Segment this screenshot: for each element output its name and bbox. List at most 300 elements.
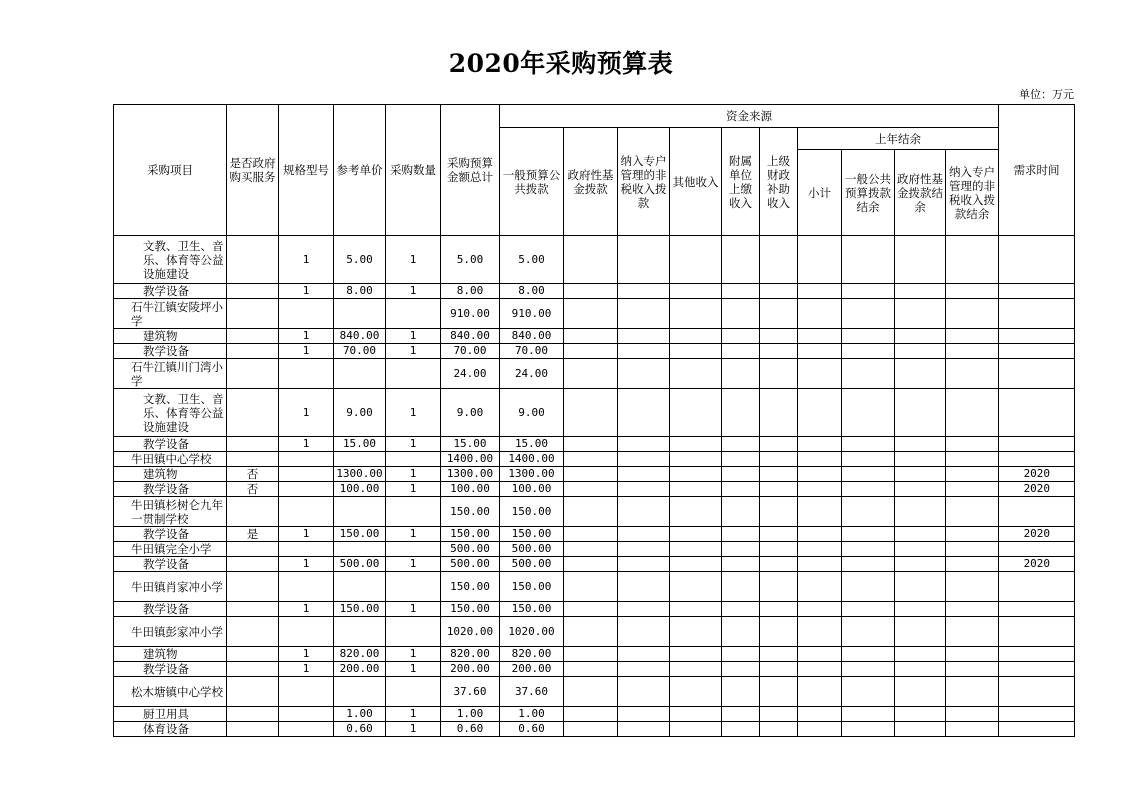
cell-item (114, 284, 227, 299)
cell-empty (618, 617, 670, 647)
cell-empty (722, 299, 760, 329)
cell-empty (842, 647, 895, 662)
cell-empty (842, 344, 895, 359)
table-row (114, 572, 1075, 602)
cell-gov-service (227, 677, 279, 707)
cell-item (114, 662, 227, 677)
item-name: 教学设备 (143, 437, 189, 451)
item-name: 牛田镇杉树仑九年一贯制学校 (131, 497, 223, 526)
cell-empty (670, 497, 722, 527)
cell-unit-price: 150.00 (334, 602, 386, 617)
cell-spec: 1 (279, 557, 334, 572)
cell-empty (760, 482, 798, 497)
cell-empty (670, 452, 722, 467)
item-name: 教学设备 (143, 602, 189, 616)
item-name: 体育设备 (143, 722, 189, 736)
cell-empty (842, 497, 895, 527)
table-row (114, 722, 1075, 737)
cell-empty (946, 527, 999, 542)
cell-empty (760, 542, 798, 557)
cell-general-budget: 5.00 (500, 236, 564, 284)
cell-quantity (386, 677, 441, 707)
cell-empty (798, 662, 842, 677)
cell-empty (564, 299, 618, 329)
cell-empty (670, 467, 722, 482)
cell-general-budget: 15.00 (500, 437, 564, 452)
cell-gov-service (227, 542, 279, 557)
cell-quantity: 1 (386, 467, 441, 482)
cell-empty (618, 236, 670, 284)
header-prev-balance: 上年结余 (798, 128, 999, 150)
cell-empty (564, 617, 618, 647)
header-gov-service: 是否政府购买服务 (227, 105, 279, 236)
cell-general-budget: 1300.00 (500, 467, 564, 482)
cell-spec (279, 707, 334, 722)
cell-empty (842, 467, 895, 482)
cell-empty (564, 344, 618, 359)
cell-total: 0.60 (441, 722, 500, 737)
cell-gov-service (227, 329, 279, 344)
unit-label: 单位：万元 (1019, 88, 1074, 101)
cell-unit-price (334, 617, 386, 647)
cell-empty (946, 677, 999, 707)
cell-empty (760, 452, 798, 467)
cell-need-time: 2020 (999, 467, 1075, 482)
header-other-income: 其他收入 (670, 128, 722, 236)
cell-need-time (999, 437, 1075, 452)
cell-empty (618, 452, 670, 467)
cell-need-time (999, 389, 1075, 437)
cell-empty (895, 299, 946, 329)
cell-empty (618, 437, 670, 452)
cell-spec (279, 299, 334, 329)
cell-empty (760, 677, 798, 707)
cell-empty (842, 389, 895, 437)
cell-empty (670, 329, 722, 344)
cell-spec (279, 572, 334, 602)
cell-empty (760, 467, 798, 482)
cell-total: 1.00 (441, 707, 500, 722)
cell-empty (946, 542, 999, 557)
cell-item (114, 617, 227, 647)
cell-empty (946, 482, 999, 497)
cell-empty (618, 647, 670, 662)
cell-empty (722, 329, 760, 344)
cell-gov-service (227, 497, 279, 527)
table-row (114, 617, 1075, 647)
item-name: 教学设备 (143, 344, 189, 358)
cell-unit-price: 15.00 (334, 437, 386, 452)
item-name: 建筑物 (143, 647, 178, 661)
cell-empty (895, 707, 946, 722)
cell-empty (722, 452, 760, 467)
cell-empty (895, 662, 946, 677)
cell-gov-service (227, 389, 279, 437)
item-name: 教学设备 (143, 284, 189, 298)
item-name: 厨卫用具 (143, 707, 189, 721)
cell-empty (760, 389, 798, 437)
budget-table (113, 104, 1075, 737)
cell-unit-price: 840.00 (334, 329, 386, 344)
table-row (114, 557, 1075, 572)
cell-total: 5.00 (441, 236, 500, 284)
cell-item (114, 497, 227, 527)
cell-spec: 1 (279, 236, 334, 284)
cell-empty (895, 389, 946, 437)
cell-general-budget: 37.60 (500, 677, 564, 707)
table-row (114, 329, 1075, 344)
cell-empty (798, 284, 842, 299)
cell-empty (670, 707, 722, 722)
cell-gov-service (227, 359, 279, 389)
cell-empty (842, 359, 895, 389)
cell-need-time (999, 236, 1075, 284)
table-row (114, 647, 1075, 662)
cell-empty (564, 602, 618, 617)
cell-empty (670, 647, 722, 662)
item-name: 松木塘镇中心学校 (131, 684, 223, 699)
cell-empty (946, 572, 999, 602)
cell-empty (842, 437, 895, 452)
cell-empty (798, 344, 842, 359)
cell-quantity (386, 572, 441, 602)
cell-empty (670, 299, 722, 329)
item-name: 教学设备 (143, 482, 189, 496)
page-title: 2020年采购预算表 (448, 49, 674, 78)
cell-gov-service (227, 299, 279, 329)
cell-general-budget: 9.00 (500, 389, 564, 437)
cell-total: 150.00 (441, 572, 500, 602)
cell-total: 100.00 (441, 482, 500, 497)
cell-empty (722, 542, 760, 557)
cell-empty (564, 359, 618, 389)
cell-quantity: 1 (386, 437, 441, 452)
cell-general-budget: 150.00 (500, 602, 564, 617)
cell-empty (722, 344, 760, 359)
cell-general-budget: 200.00 (500, 662, 564, 677)
cell-empty (798, 527, 842, 542)
cell-empty (760, 707, 798, 722)
cell-spec: 1 (279, 602, 334, 617)
cell-empty (760, 284, 798, 299)
cell-quantity: 1 (386, 236, 441, 284)
header-affiliated: 附属单位上缴收入 (722, 128, 760, 236)
cell-empty (842, 284, 895, 299)
cell-general-budget: 500.00 (500, 542, 564, 557)
cell-empty (842, 236, 895, 284)
cell-empty (760, 236, 798, 284)
cell-empty (564, 482, 618, 497)
cell-empty (842, 329, 895, 344)
cell-spec (279, 542, 334, 557)
cell-need-time (999, 284, 1075, 299)
cell-empty (564, 722, 618, 737)
cell-gov-service (227, 647, 279, 662)
cell-empty (760, 344, 798, 359)
cell-empty (670, 236, 722, 284)
cell-empty (895, 572, 946, 602)
cell-empty (564, 437, 618, 452)
cell-empty (798, 359, 842, 389)
cell-empty (564, 329, 618, 344)
cell-quantity: 1 (386, 602, 441, 617)
cell-empty (618, 677, 670, 707)
cell-unit-price: 200.00 (334, 662, 386, 677)
cell-empty (798, 236, 842, 284)
cell-empty (618, 662, 670, 677)
cell-empty (895, 236, 946, 284)
cell-quantity: 1 (386, 647, 441, 662)
cell-quantity (386, 497, 441, 527)
cell-gov-service: 否 (227, 482, 279, 497)
cell-empty (946, 707, 999, 722)
cell-item (114, 329, 227, 344)
cell-empty (618, 284, 670, 299)
table-row (114, 344, 1075, 359)
cell-empty (895, 329, 946, 344)
cell-empty (895, 482, 946, 497)
header-need-time: 需求时间 (999, 105, 1075, 236)
cell-quantity (386, 452, 441, 467)
cell-unit-price (334, 452, 386, 467)
cell-quantity: 1 (386, 707, 441, 722)
cell-quantity (386, 299, 441, 329)
item-name: 牛田镇肖家冲小学 (131, 579, 223, 594)
header-gov-fund: 政府性基金拨款 (564, 128, 618, 236)
cell-unit-price (334, 299, 386, 329)
cell-empty (618, 299, 670, 329)
cell-general-budget: 910.00 (500, 299, 564, 329)
cell-empty (842, 602, 895, 617)
cell-empty (895, 452, 946, 467)
cell-quantity: 1 (386, 557, 441, 572)
cell-empty (722, 602, 760, 617)
cell-empty (946, 602, 999, 617)
cell-empty (946, 236, 999, 284)
cell-general-budget: 1.00 (500, 707, 564, 722)
cell-empty (842, 527, 895, 542)
cell-item (114, 236, 227, 284)
cell-empty (722, 527, 760, 542)
cell-empty (842, 557, 895, 572)
cell-total: 24.00 (441, 359, 500, 389)
cell-empty (670, 437, 722, 452)
cell-empty (798, 437, 842, 452)
cell-general-budget: 100.00 (500, 482, 564, 497)
cell-empty (842, 617, 895, 647)
cell-gov-service (227, 344, 279, 359)
cell-empty (618, 482, 670, 497)
cell-total: 1400.00 (441, 452, 500, 467)
cell-unit-price (334, 359, 386, 389)
cell-empty (760, 557, 798, 572)
cell-empty (564, 662, 618, 677)
cell-item (114, 542, 227, 557)
cell-empty (798, 602, 842, 617)
cell-empty (895, 722, 946, 737)
cell-unit-price: 5.00 (334, 236, 386, 284)
cell-empty (798, 707, 842, 722)
cell-empty (564, 677, 618, 707)
table-row (114, 284, 1075, 299)
cell-empty (564, 236, 618, 284)
cell-gov-service (227, 707, 279, 722)
cell-empty (895, 359, 946, 389)
cell-general-budget: 1020.00 (500, 617, 564, 647)
cell-empty (722, 359, 760, 389)
cell-need-time (999, 707, 1075, 722)
cell-total: 150.00 (441, 497, 500, 527)
cell-total: 1020.00 (441, 617, 500, 647)
cell-empty (564, 647, 618, 662)
table-row (114, 497, 1075, 527)
cell-item (114, 527, 227, 542)
cell-empty (946, 437, 999, 452)
cell-empty (670, 527, 722, 542)
cell-empty (618, 467, 670, 482)
cell-empty (670, 482, 722, 497)
table-row (114, 707, 1075, 722)
cell-total: 37.60 (441, 677, 500, 707)
cell-spec: 1 (279, 662, 334, 677)
cell-quantity: 1 (386, 389, 441, 437)
cell-empty (564, 542, 618, 557)
cell-empty (798, 389, 842, 437)
cell-empty (798, 617, 842, 647)
cell-unit-price: 70.00 (334, 344, 386, 359)
cell-item (114, 482, 227, 497)
cell-empty (842, 452, 895, 467)
cell-quantity (386, 617, 441, 647)
cell-unit-price: 0.60 (334, 722, 386, 737)
table-row (114, 602, 1075, 617)
cell-empty (722, 467, 760, 482)
header-nontax-balance: 纳入专户管理的非税收入拨款结余 (946, 150, 999, 236)
cell-need-time (999, 617, 1075, 647)
table-row (114, 299, 1075, 329)
cell-unit-price: 1300.00 (334, 467, 386, 482)
cell-empty (722, 572, 760, 602)
header-quantity: 采购数量 (386, 105, 441, 236)
cell-empty (946, 467, 999, 482)
cell-empty (895, 467, 946, 482)
cell-spec: 1 (279, 437, 334, 452)
cell-empty (760, 647, 798, 662)
cell-unit-price: 100.00 (334, 482, 386, 497)
cell-need-time (999, 497, 1075, 527)
cell-empty (618, 359, 670, 389)
cell-need-time: 2020 (999, 557, 1075, 572)
cell-empty (895, 527, 946, 542)
cell-empty (798, 452, 842, 467)
cell-empty (618, 707, 670, 722)
cell-need-time (999, 344, 1075, 359)
cell-unit-price (334, 497, 386, 527)
cell-empty (722, 482, 760, 497)
cell-general-budget: 820.00 (500, 647, 564, 662)
cell-spec: 1 (279, 647, 334, 662)
cell-empty (670, 542, 722, 557)
cell-general-budget: 150.00 (500, 572, 564, 602)
cell-gov-service (227, 452, 279, 467)
cell-empty (842, 722, 895, 737)
cell-unit-price: 150.00 (334, 527, 386, 542)
cell-gov-service (227, 437, 279, 452)
cell-empty (670, 557, 722, 572)
cell-total: 910.00 (441, 299, 500, 329)
table-row (114, 542, 1075, 557)
cell-empty (670, 359, 722, 389)
cell-total: 15.00 (441, 437, 500, 452)
cell-total: 150.00 (441, 602, 500, 617)
cell-empty (842, 572, 895, 602)
cell-empty (670, 662, 722, 677)
cell-empty (722, 389, 760, 437)
item-name: 石牛江镇安陵坪小学 (131, 299, 223, 328)
cell-need-time (999, 662, 1075, 677)
cell-unit-price (334, 542, 386, 557)
cell-quantity: 1 (386, 722, 441, 737)
cell-empty (842, 707, 895, 722)
cell-general-budget: 24.00 (500, 359, 564, 389)
cell-general-budget: 150.00 (500, 527, 564, 542)
cell-spec: 1 (279, 527, 334, 542)
cell-empty (618, 542, 670, 557)
cell-empty (895, 437, 946, 452)
cell-empty (760, 617, 798, 647)
header-total: 采购预算金额总计 (441, 105, 500, 236)
cell-unit-price: 1.00 (334, 707, 386, 722)
cell-gov-service (227, 572, 279, 602)
cell-empty (946, 497, 999, 527)
cell-empty (564, 707, 618, 722)
cell-need-time (999, 647, 1075, 662)
table-row (114, 359, 1075, 389)
cell-general-budget: 150.00 (500, 497, 564, 527)
cell-empty (946, 284, 999, 299)
cell-empty (946, 389, 999, 437)
cell-empty (798, 497, 842, 527)
cell-empty (798, 557, 842, 572)
cell-empty (564, 557, 618, 572)
cell-empty (722, 647, 760, 662)
cell-empty (895, 497, 946, 527)
cell-unit-price (334, 677, 386, 707)
cell-general-budget: 840.00 (500, 329, 564, 344)
cell-empty (946, 329, 999, 344)
cell-gov-service (227, 557, 279, 572)
cell-quantity: 1 (386, 344, 441, 359)
cell-empty (722, 662, 760, 677)
cell-empty (670, 284, 722, 299)
cell-general-budget: 500.00 (500, 557, 564, 572)
cell-gov-service: 是 (227, 527, 279, 542)
cell-spec (279, 617, 334, 647)
cell-spec: 1 (279, 389, 334, 437)
cell-item (114, 359, 227, 389)
cell-spec: 1 (279, 284, 334, 299)
item-name: 教学设备 (143, 527, 189, 541)
cell-need-time (999, 572, 1075, 602)
cell-quantity: 1 (386, 662, 441, 677)
cell-item (114, 452, 227, 467)
cell-empty (760, 299, 798, 329)
cell-item (114, 707, 227, 722)
cell-empty (895, 284, 946, 299)
cell-empty (722, 557, 760, 572)
cell-empty (722, 284, 760, 299)
header-fund-balance: 政府性基金拨款结余 (895, 150, 946, 236)
